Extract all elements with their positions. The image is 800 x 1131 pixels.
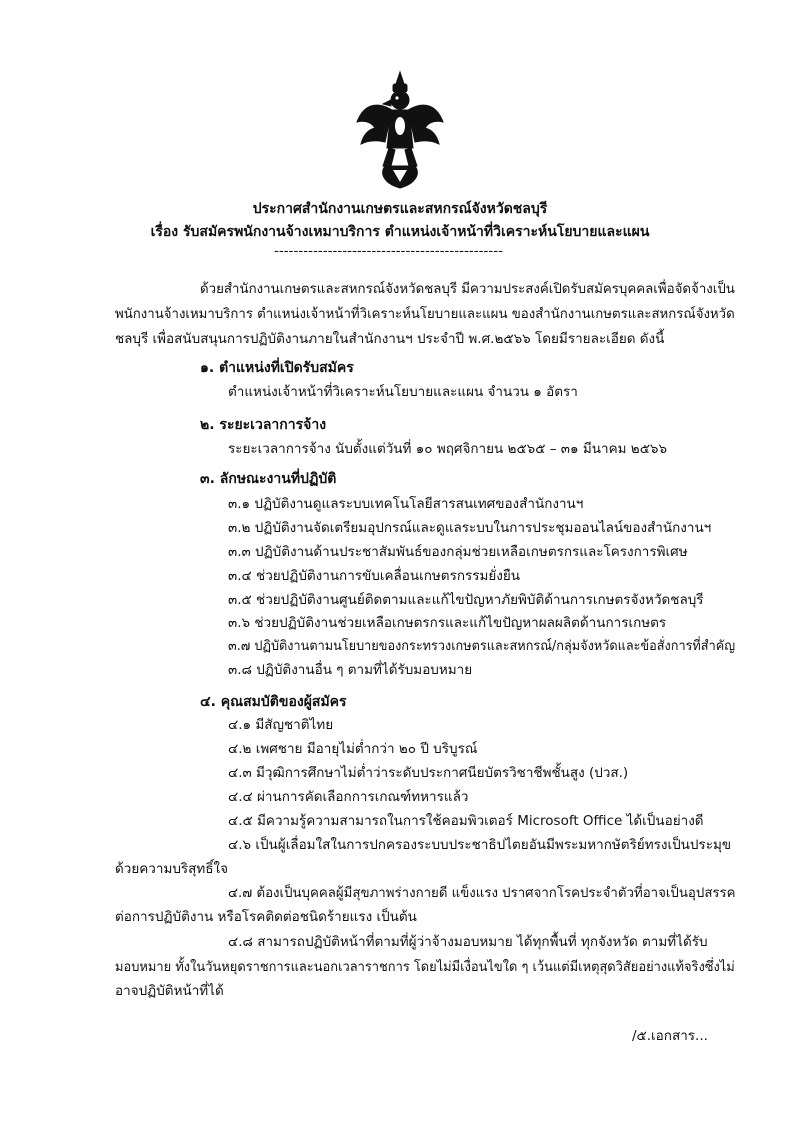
list-item-continuation: ด้วยความบริสุทธิ์ใจ — [115, 861, 229, 877]
announcement-subject: เรื่อง รับสมัครพนักงานจ้างเหมาบริการ ตำแหน่งเจ้าหน้าที่วิเคราะห์นโยบายและแผน — [150, 224, 650, 240]
list-item: ๔.๘ สามารถปฏิบัติหน้าที่ตามที่ผู้ว่าจ้างมอบหมาย ได้ทุกพื้นที่ ทุกจังหวัด ตามที่ได้รับ — [228, 934, 708, 950]
list-item-continuation: ต่อการปฏิบัติงาน หรือโรคติดต่อชนิดร้ายแรง เป็นต้น — [115, 909, 417, 925]
section-4-heading: ๔. คุณสมบัติของผู้สมัคร — [200, 694, 347, 710]
announcement-title: ประกาศสำนักงานเกษตรและสหกรณ์จังหวัดชลบุรี — [252, 201, 548, 217]
list-item: ๓.๘ ปฏิบัติงานอื่น ๆ ตามที่ได้รับมอบหมาย — [228, 662, 473, 678]
list-item: ๔.๗ ต้องเป็นบุคคลผู้มีสุขภาพร่างกายดี แข็งแรง ปราศจากโรคประจำตัวที่อาจเป็นอุปสรรค — [228, 885, 736, 901]
intro-line-2: พนักงานจ้างเหมาบริการ ตำแหน่งเจ้าหน้าที่วิเคราะห์นโยบายและแผน ของสำนักงานเกษตรและสหกรณ์จังหวัด — [115, 306, 735, 322]
page-continuation: /๕.เอกสาร... — [632, 1028, 708, 1044]
list-item: ๔.๕ มีความรู้ความสามารถในการใช้คอมพิวเตอร์ Microsoft Office ได้เป็นอย่างดี — [228, 813, 704, 829]
section-2-heading: ๒. ระยะเวลาการจ้าง — [200, 417, 327, 433]
section-3-heading: ๓. ลักษณะงานที่ปฏิบัติ — [200, 471, 337, 487]
intro-line-3: ชลบุรี เพื่อสนับสนุนการปฏิบัติงานภายในสำนักงานฯ ประจำปี พ.ศ.๒๕๖๖ โดยมีรายละเอียด ดังนี้ — [115, 331, 665, 347]
list-item: ๔.๔ ผ่านการคัดเลือกการเกณฑ์ทหารแล้ว — [228, 789, 469, 805]
list-item: ๓.๒ ปฏิบัติงานจัดเตรียมอุปกรณ์และดูแลระบบในการประชุมออนไลน์ของสำนักงานฯ — [228, 520, 712, 536]
list-item: ๔.๑ มีสัญชาติไทย — [228, 717, 334, 733]
list-item: ๓.๗ ปฏิบัติงานตามนโยบายของกระทรวงเกษตรและสหกรณ์/กลุ่มจังหวัดและข้อสั่งการที่สำคัญ — [228, 638, 736, 654]
section-1-text: ตำแหน่งเจ้าหน้าที่วิเคราะห์นโยบายและแผน จำนวน ๑ อัตรา — [228, 384, 578, 400]
list-item: ๔.๖ เป็นผู้เลื่อมใสในการปกครองระบบประชาธิปไตยอันมีพระมหากษัตริย์ทรงเป็นประมุข — [228, 837, 732, 853]
list-item: ๓.๓ ปฏิบัติงานด้านประชาสัมพันธ์ของกลุ่มช่วยเหลือเกษตรกรและโครงการพิเศษ — [228, 544, 688, 560]
intro-line-1: ด้วยสำนักงานเกษตรและสหกรณ์จังหวัดชลบุรี มีความประสงค์เปิดรับสมัครบุคคลเพื่อจัดจ้างเป็น — [200, 281, 735, 297]
section-1-heading: ๑. ตำแหน่งที่เปิดรับสมัคร — [200, 360, 354, 376]
list-item: ๔.๒ เพศชาย มีอายุไม่ต่ำกว่า ๒๐ ปี บริบูรณ์ — [228, 741, 478, 757]
section-2-text: ระยะเวลาการจ้าง นับตั้งแต่วันที่ ๑๐ พฤศจิกายน ๒๕๖๕ – ๓๑ มีนาคม ๒๕๖๖ — [228, 441, 668, 457]
list-item-continuation: มอบหมาย ทั้งในวันหยุดราชการและนอกเวลาราชการ โดยไม่มีเงื่อนไขใด ๆ เว้นแต่มีเหตุสุดวิสัยอย่างแท้จริงซึ่งไม่ — [115, 959, 735, 975]
list-item: ๓.๑ ปฏิบัติงานดูแลระบบเทคโนโลยีสารสนเทศของสำนักงานฯ — [228, 496, 584, 512]
list-item-continuation: อาจปฏิบัติหน้าที่ได้ — [115, 983, 224, 999]
list-item: ๓.๖ ช่วยปฏิบัติงานช่วยเหลือเกษตรกรและแก้ไขปัญหาผลผลิตด้านการเกษตร — [228, 615, 667, 631]
list-item: ๔.๓ มีวุฒิการศึกษาไม่ต่ำว่าระดับประกาศนียบัตรวิชาชีพชั้นสูง (ปวส.) — [228, 765, 629, 781]
garuda-emblem-icon — [355, 70, 445, 190]
list-item: ๓.๕ ช่วยปฏิบัติงานศูนย์ติดตามและแก้ไขปัญหาภัยพิบัติด้านการเกษตรจังหวัดชลบุรี — [228, 592, 704, 608]
list-item: ๓.๔ ช่วยปฏิบัติงานการขับเคลื่อนเกษตรกรรมยั่งยืน — [228, 568, 521, 584]
title-divider: ----------------------------------------------- — [274, 243, 503, 259]
